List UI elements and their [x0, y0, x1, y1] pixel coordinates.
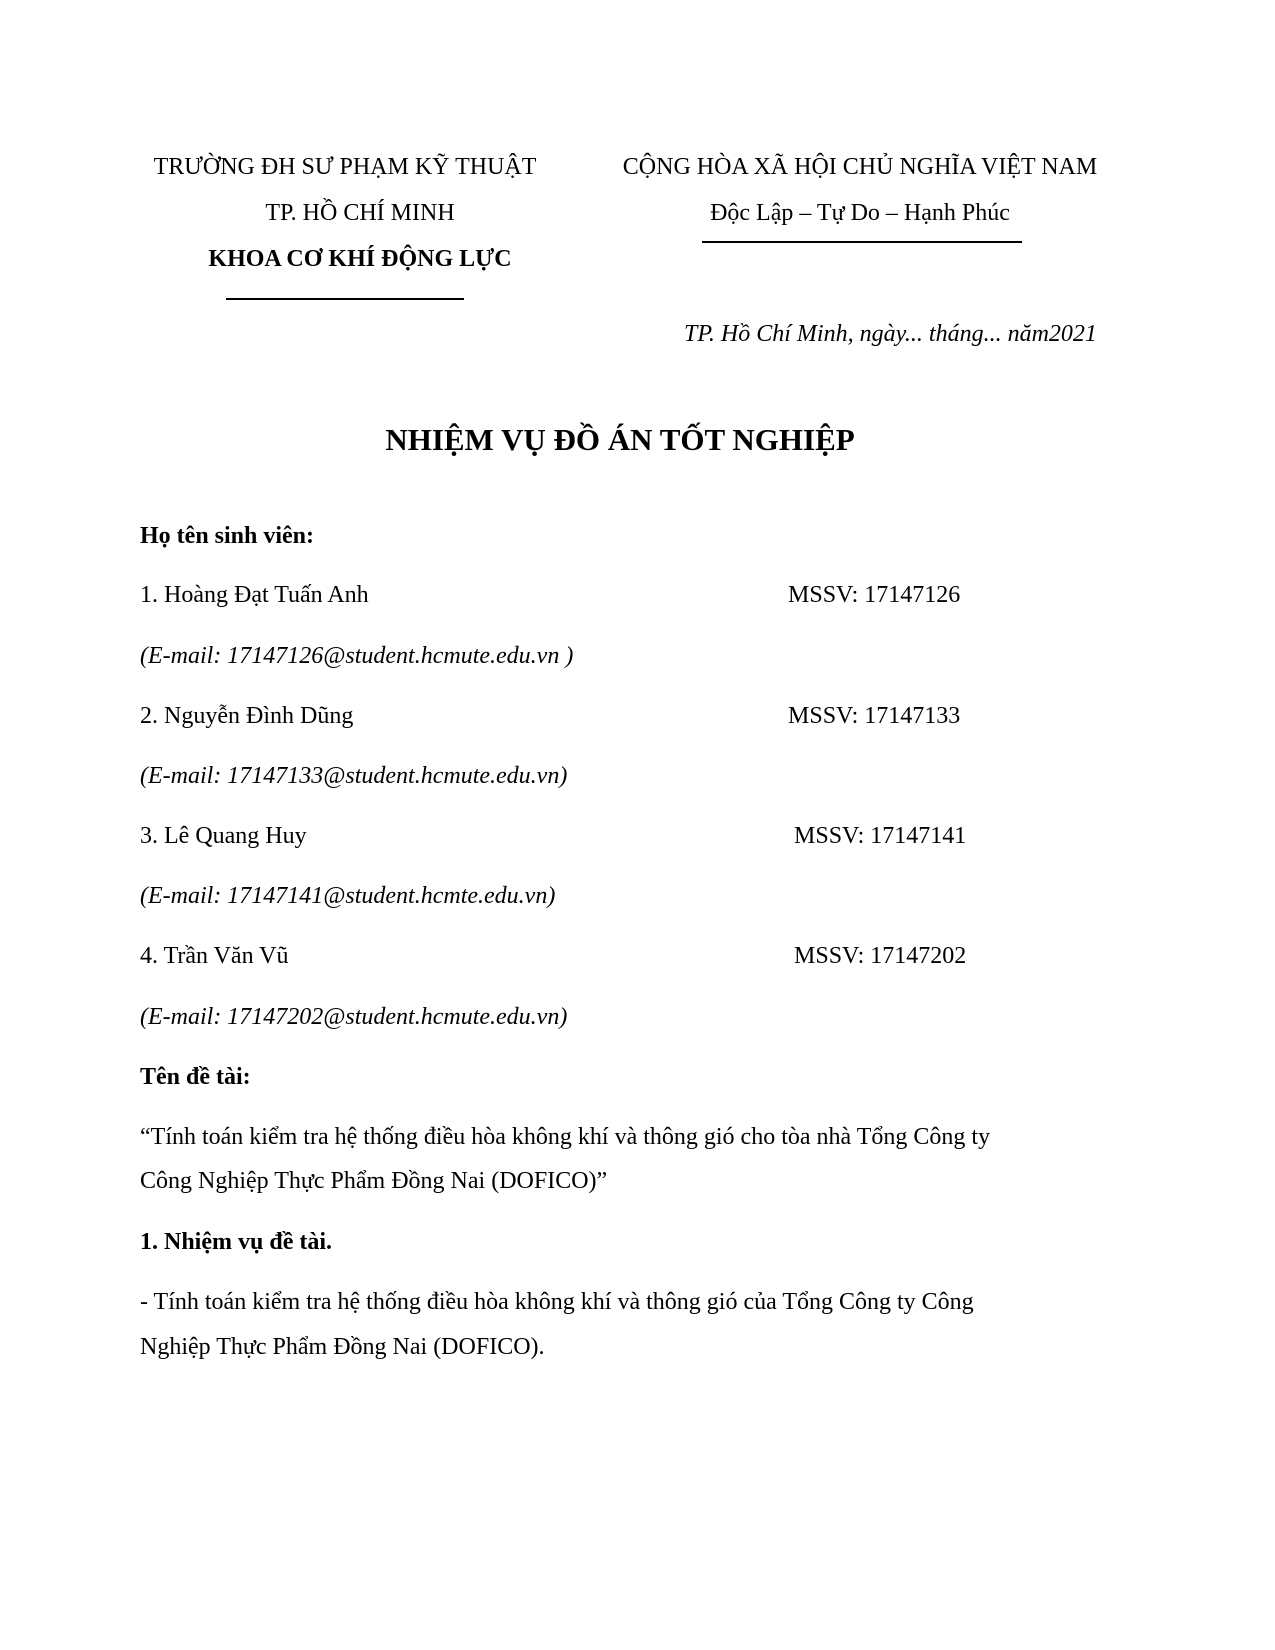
student-mssv: MSSV: 17147133 [788, 703, 961, 729]
right-header-rule [702, 241, 1022, 243]
faculty-name: KHOA CƠ KHÍ ĐỘNG LỰC [208, 246, 512, 272]
document-title: NHIỆM VỤ ĐỒ ÁN TỐT NGHIỆP [385, 422, 855, 457]
topic-text-line1: “Tính toán kiểm tra hệ thống điều hòa không khí và thông gió cho tòa nhà Tổng Công ty [140, 1124, 991, 1150]
university-city: TP. HỒ CHÍ MINH [265, 200, 455, 226]
student-email: (E-mail: 17147133@student.hcmute.edu.vn) [140, 763, 568, 789]
topic-label: Tên đề tài: [140, 1064, 251, 1090]
student-email: (E-mail: 17147141@student.hcmte.edu.vn) [140, 883, 556, 909]
left-header-rule [226, 298, 464, 300]
student-mssv: MSSV: 17147202 [794, 943, 967, 969]
student-name: 3. Lê Quang Huy [140, 823, 307, 849]
date-line: TP. Hồ Chí Minh, ngày... tháng... năm2021 [684, 321, 1097, 347]
student-mssv: MSSV: 17147141 [794, 823, 967, 849]
student-name: 2. Nguyễn Đình Dũng [140, 703, 354, 729]
students-label: Họ tên sinh viên: [140, 523, 315, 549]
student-name: 1. Hoàng Đạt Tuấn Anh [140, 582, 369, 608]
student-name: 4. Trần Văn Vũ [140, 943, 289, 969]
student-mssv: MSSV: 17147126 [788, 582, 961, 608]
student-email: (E-mail: 17147126@student.hcmute.edu.vn ) [140, 643, 574, 669]
national-title: CỘNG HÒA XÃ HỘI CHỦ NGHĨA VIỆT NAM [622, 154, 1098, 180]
section-text-line2: Nghiệp Thực Phẩm Đồng Nai (DOFICO). [140, 1334, 545, 1360]
topic-text-line2: Công Nghiệp Thực Phẩm Đồng Nai (DOFICO)” [140, 1168, 608, 1194]
national-motto: Độc Lập – Tự Do – Hạnh Phúc [710, 200, 1010, 226]
section-heading: 1. Nhiệm vụ đề tài. [140, 1229, 332, 1255]
university-name: TRƯỜNG ĐH SƯ PHẠM KỸ THUẬT [153, 154, 537, 180]
student-email: (E-mail: 17147202@student.hcmute.edu.vn) [140, 1004, 568, 1030]
section-text-line1: - Tính toán kiểm tra hệ thống điều hòa không khí và thông gió của Tổng Công ty Công [140, 1289, 974, 1315]
